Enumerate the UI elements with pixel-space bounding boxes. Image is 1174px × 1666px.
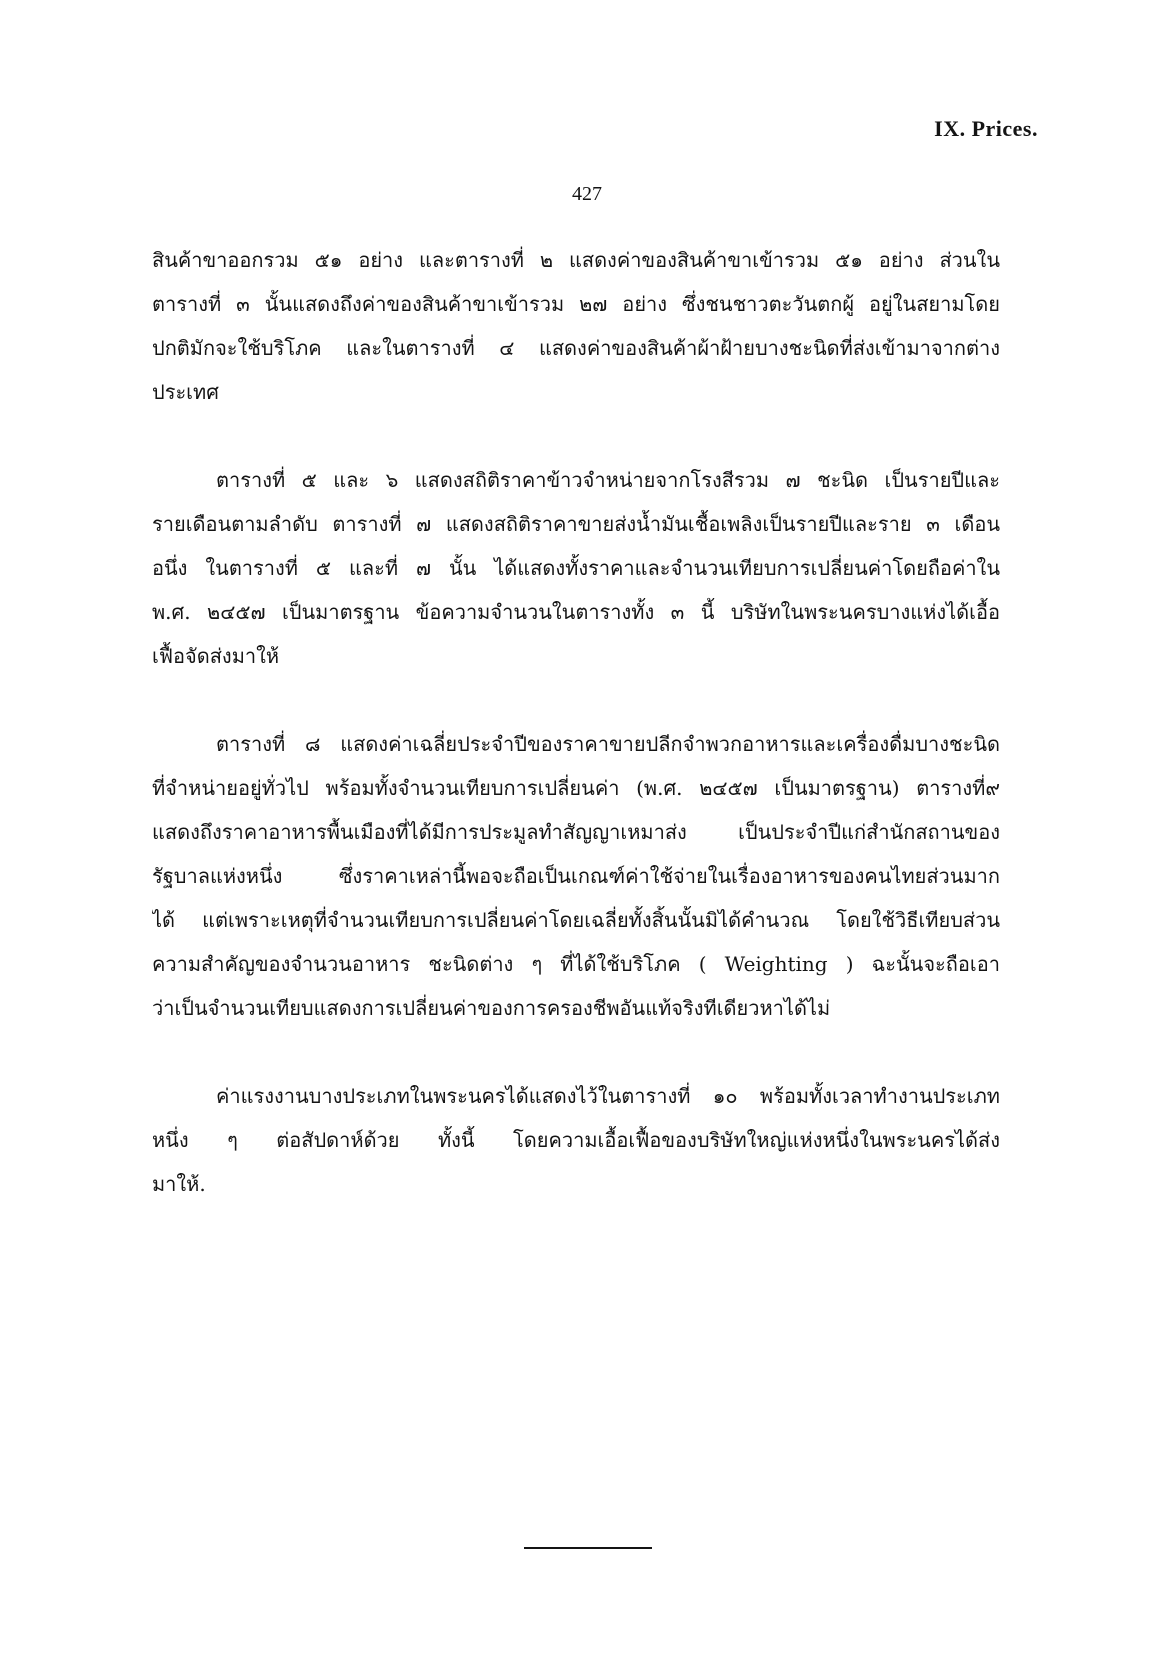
section-title: IX. Prices. bbox=[934, 116, 1038, 141]
text-line: ตารางที่ ๘ แสดงค่าเฉลี่ยประจำปีของราคาขายปลีกจำพวกอาหารและเครื่องดื่มบางชะนิด bbox=[216, 732, 1000, 756]
text-line: ที่จำหน่ายอยู่ทั่วไป พร้อมทั้งจำนวนเทียบการเปลี่ยนค่า (พ.ศ. ๒๔๕๗ เป็นมาตรฐาน) ตารางที่๙ bbox=[152, 776, 1000, 800]
text-line: ตารางที่ ๓ นั้นแสดงถึงค่าของสินค้าขาเข้ารวม ๒๗ อย่าง ซึ่งชนชาวตะวันตกผู้ อยู่ในสยามโดย bbox=[152, 292, 1000, 316]
text-line: ตารางที่ ๕ และ ๖ แสดงสถิติราคาข้าวจำหน่ายจากโรงสีรวม ๗ ชะนิด เป็นรายปีและ bbox=[216, 468, 1000, 492]
text-line: เฟื้อจัดส่งมาให้ bbox=[152, 644, 280, 668]
paragraph-1 bbox=[152, 238, 1000, 414]
paragraph-gap bbox=[152, 414, 1000, 458]
page-number: 427 bbox=[572, 183, 602, 205]
paragraph-3 bbox=[152, 722, 1000, 1030]
text-line: อนึ่ง ในตารางที่ ๕ และที่ ๗ นั้น ได้แสดงทั้งราคาและจำนวนเทียบการเปลี่ยนค่าโดยถือค่าใน bbox=[152, 556, 1000, 580]
text-line: ปกติมักจะใช้บริโภค และในตารางที่ ๔ แสดงค่าของสินค้าผ้าฝ้ายบางชะนิดที่ส่งเข้ามาจากต่าง bbox=[152, 336, 1000, 360]
text-line: ค่าแรงงานบางประเภทในพระนครได้แสดงไว้ในตารางที่ ๑๐ พร้อมทั้งเวลาทำงานประเภท bbox=[216, 1084, 1000, 1108]
paragraph-gap bbox=[152, 1030, 1000, 1074]
paragraph-gap bbox=[152, 678, 1000, 722]
text-line: แสดงถึงราคาอาหารพื้นเมืองที่ได้มีการประมูลทำสัญญาเหมาส่ง เป็นประจำปีแก่สำนักสถานของ bbox=[152, 820, 1000, 844]
text-line: ความสำคัญของจำนวนอาหาร ชะนิดต่าง ๆ ที่ได้ใช้บริโภค ( Weighting ) ฉะนั้นจะถือเอา bbox=[152, 952, 1000, 976]
text-line: รายเดือนตามลำดับ ตารางที่ ๗ แสดงสถิติราคาขายส่งน้ำมันเชื้อเพลิงเป็นรายปีและราย ๓ เดือน bbox=[152, 512, 1000, 536]
text-line: ว่าเป็นจำนวนเทียบแสดงการเปลี่ยนค่าของการครองชีพอันแท้จริงทีเดียวหาได้ไม่ bbox=[152, 996, 831, 1020]
text-line: ได้ แต่เพราะเหตุที่จำนวนเทียบการเปลี่ยนค่าโดยเฉลี่ยทั้งสิ้นนั้นมิได้คำนวณ โดยใช้วิธีเทียบส่วน bbox=[152, 908, 1000, 932]
document-body bbox=[152, 238, 1000, 1206]
text-line: พ.ศ. ๒๔๕๗ เป็นมาตรฐาน ข้อความจำนวนในตารางทั้ง ๓ นี้ บริษัทในพระนครบางแห่งได้เอื้อ bbox=[152, 600, 1000, 624]
text-line: ประเทศ bbox=[152, 380, 219, 404]
paragraph-2 bbox=[152, 458, 1000, 678]
text-line: สินค้าขาออกรวม ๕๑ อย่าง และตารางที่ ๒ แสดงค่าของสินค้าขาเข้ารวม ๕๑ อย่าง ส่วนใน bbox=[152, 248, 1000, 272]
text-line: มาให้. bbox=[152, 1172, 206, 1196]
text-line: หนึ่ง ๆ ต่อสัปดาห์ด้วย ทั้งนี้ โดยความเอื้อเฟื้อของบริษัทใหญ่แห่งหนึ่งในพระนครได้ส่ง bbox=[152, 1128, 1000, 1152]
end-rule bbox=[524, 1547, 652, 1549]
paragraph-4 bbox=[152, 1074, 1000, 1206]
text-line: รัฐบาลแห่งหนึ่ง ซึ่งราคาเหล่านี้พอจะถือเป็นเกณฑ์ค่าใช้จ่ายในเรื่องอาหารของคนไทยส่วนมาก bbox=[152, 864, 1000, 888]
